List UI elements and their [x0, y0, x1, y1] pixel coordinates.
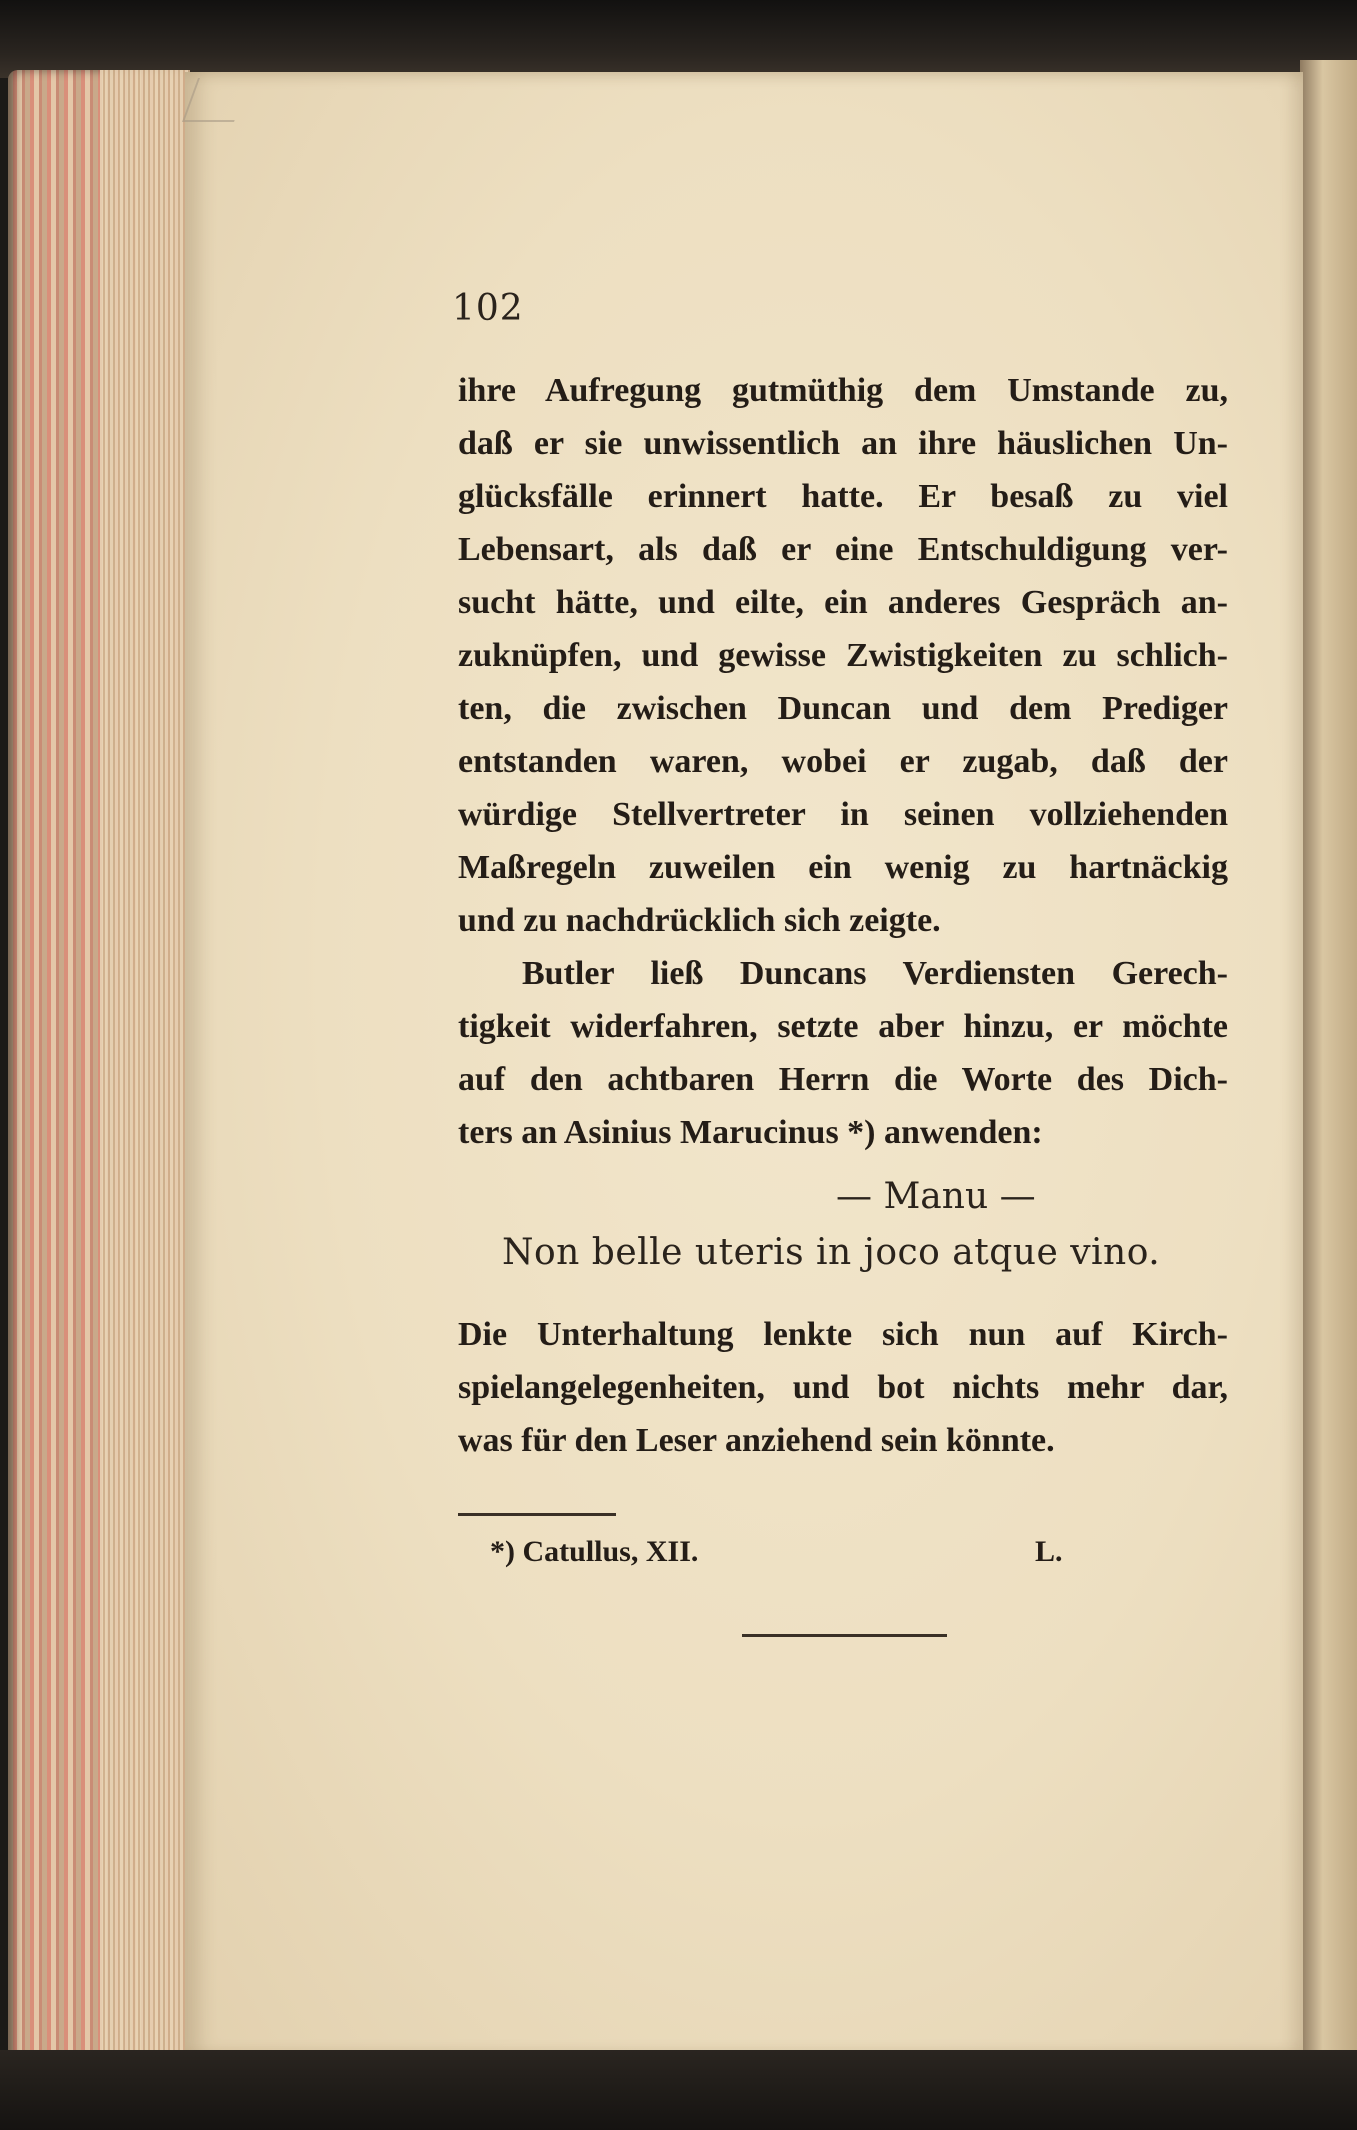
- text-line: daß er sie unwissentlich an ihre häuslichen Un-: [458, 425, 1228, 462]
- binding-top: [0, 0, 1357, 78]
- text-line: tigkeit widerfahren, setzte aber hinzu, er möchte: [458, 1008, 1228, 1045]
- text-line: Butler ließ Duncans Verdiensten Gerech-: [522, 955, 1228, 992]
- text-line: und zu nachdrücklich sich zeigte.: [458, 902, 941, 939]
- paragraph-1-and-2: [458, 364, 1228, 1159]
- text-line: Maßregeln zuweilen ein wenig zu hartnäckig: [458, 849, 1228, 886]
- text-line: spielangelegenheiten, und bot nichts mehr dar,: [458, 1369, 1228, 1406]
- text-line: auf den achtbaren Herrn die Worte des Dich-: [458, 1061, 1228, 1098]
- text-line: Lebensart, als daß er eine Entschuldigung ver-: [458, 531, 1228, 568]
- text-line: würdige Stellvertreter in seinen vollziehenden: [458, 796, 1228, 833]
- end-rule: [742, 1634, 947, 1637]
- text-line: zuknüpfen, und gewisse Zwistigkeiten zu schlich-: [458, 637, 1228, 674]
- next-page-edge: [1300, 60, 1357, 2060]
- text-line: ihre Aufregung gutmüthig dem Umstande zu,: [458, 372, 1228, 409]
- verse-line: Non belle uteris in joco atque vino.: [502, 1232, 1161, 1273]
- verse-line: — Manu —: [836, 1176, 1036, 1217]
- text-line: ten, die zwischen Duncan und dem Prediger: [458, 690, 1228, 727]
- binding-bottom: [0, 2050, 1357, 2130]
- text-line: entstanden waren, wobei er zugab, daß der: [458, 743, 1228, 780]
- page-edges-inner: [100, 70, 190, 2060]
- translator-initial: L.: [1035, 1535, 1063, 1568]
- text-line: glücksfälle erinnert hatte. Er besaß zu viel: [458, 478, 1228, 515]
- paragraph-3: [458, 1308, 1228, 1467]
- page-number: 102: [452, 288, 524, 329]
- footnote-rule: [458, 1513, 616, 1516]
- text-line: Die Unterhaltung lenkte sich nun auf Kirch-: [458, 1316, 1228, 1353]
- text-line: sucht hätte, und eilte, ein anderes Gespräch an-: [458, 584, 1228, 621]
- footnote: *) Catullus, XII.: [490, 1535, 699, 1568]
- text-line: ters an Asinius Marucinus *) anwenden:: [458, 1114, 1043, 1151]
- text-line: was für den Leser anziehend sein könnte.: [458, 1422, 1055, 1459]
